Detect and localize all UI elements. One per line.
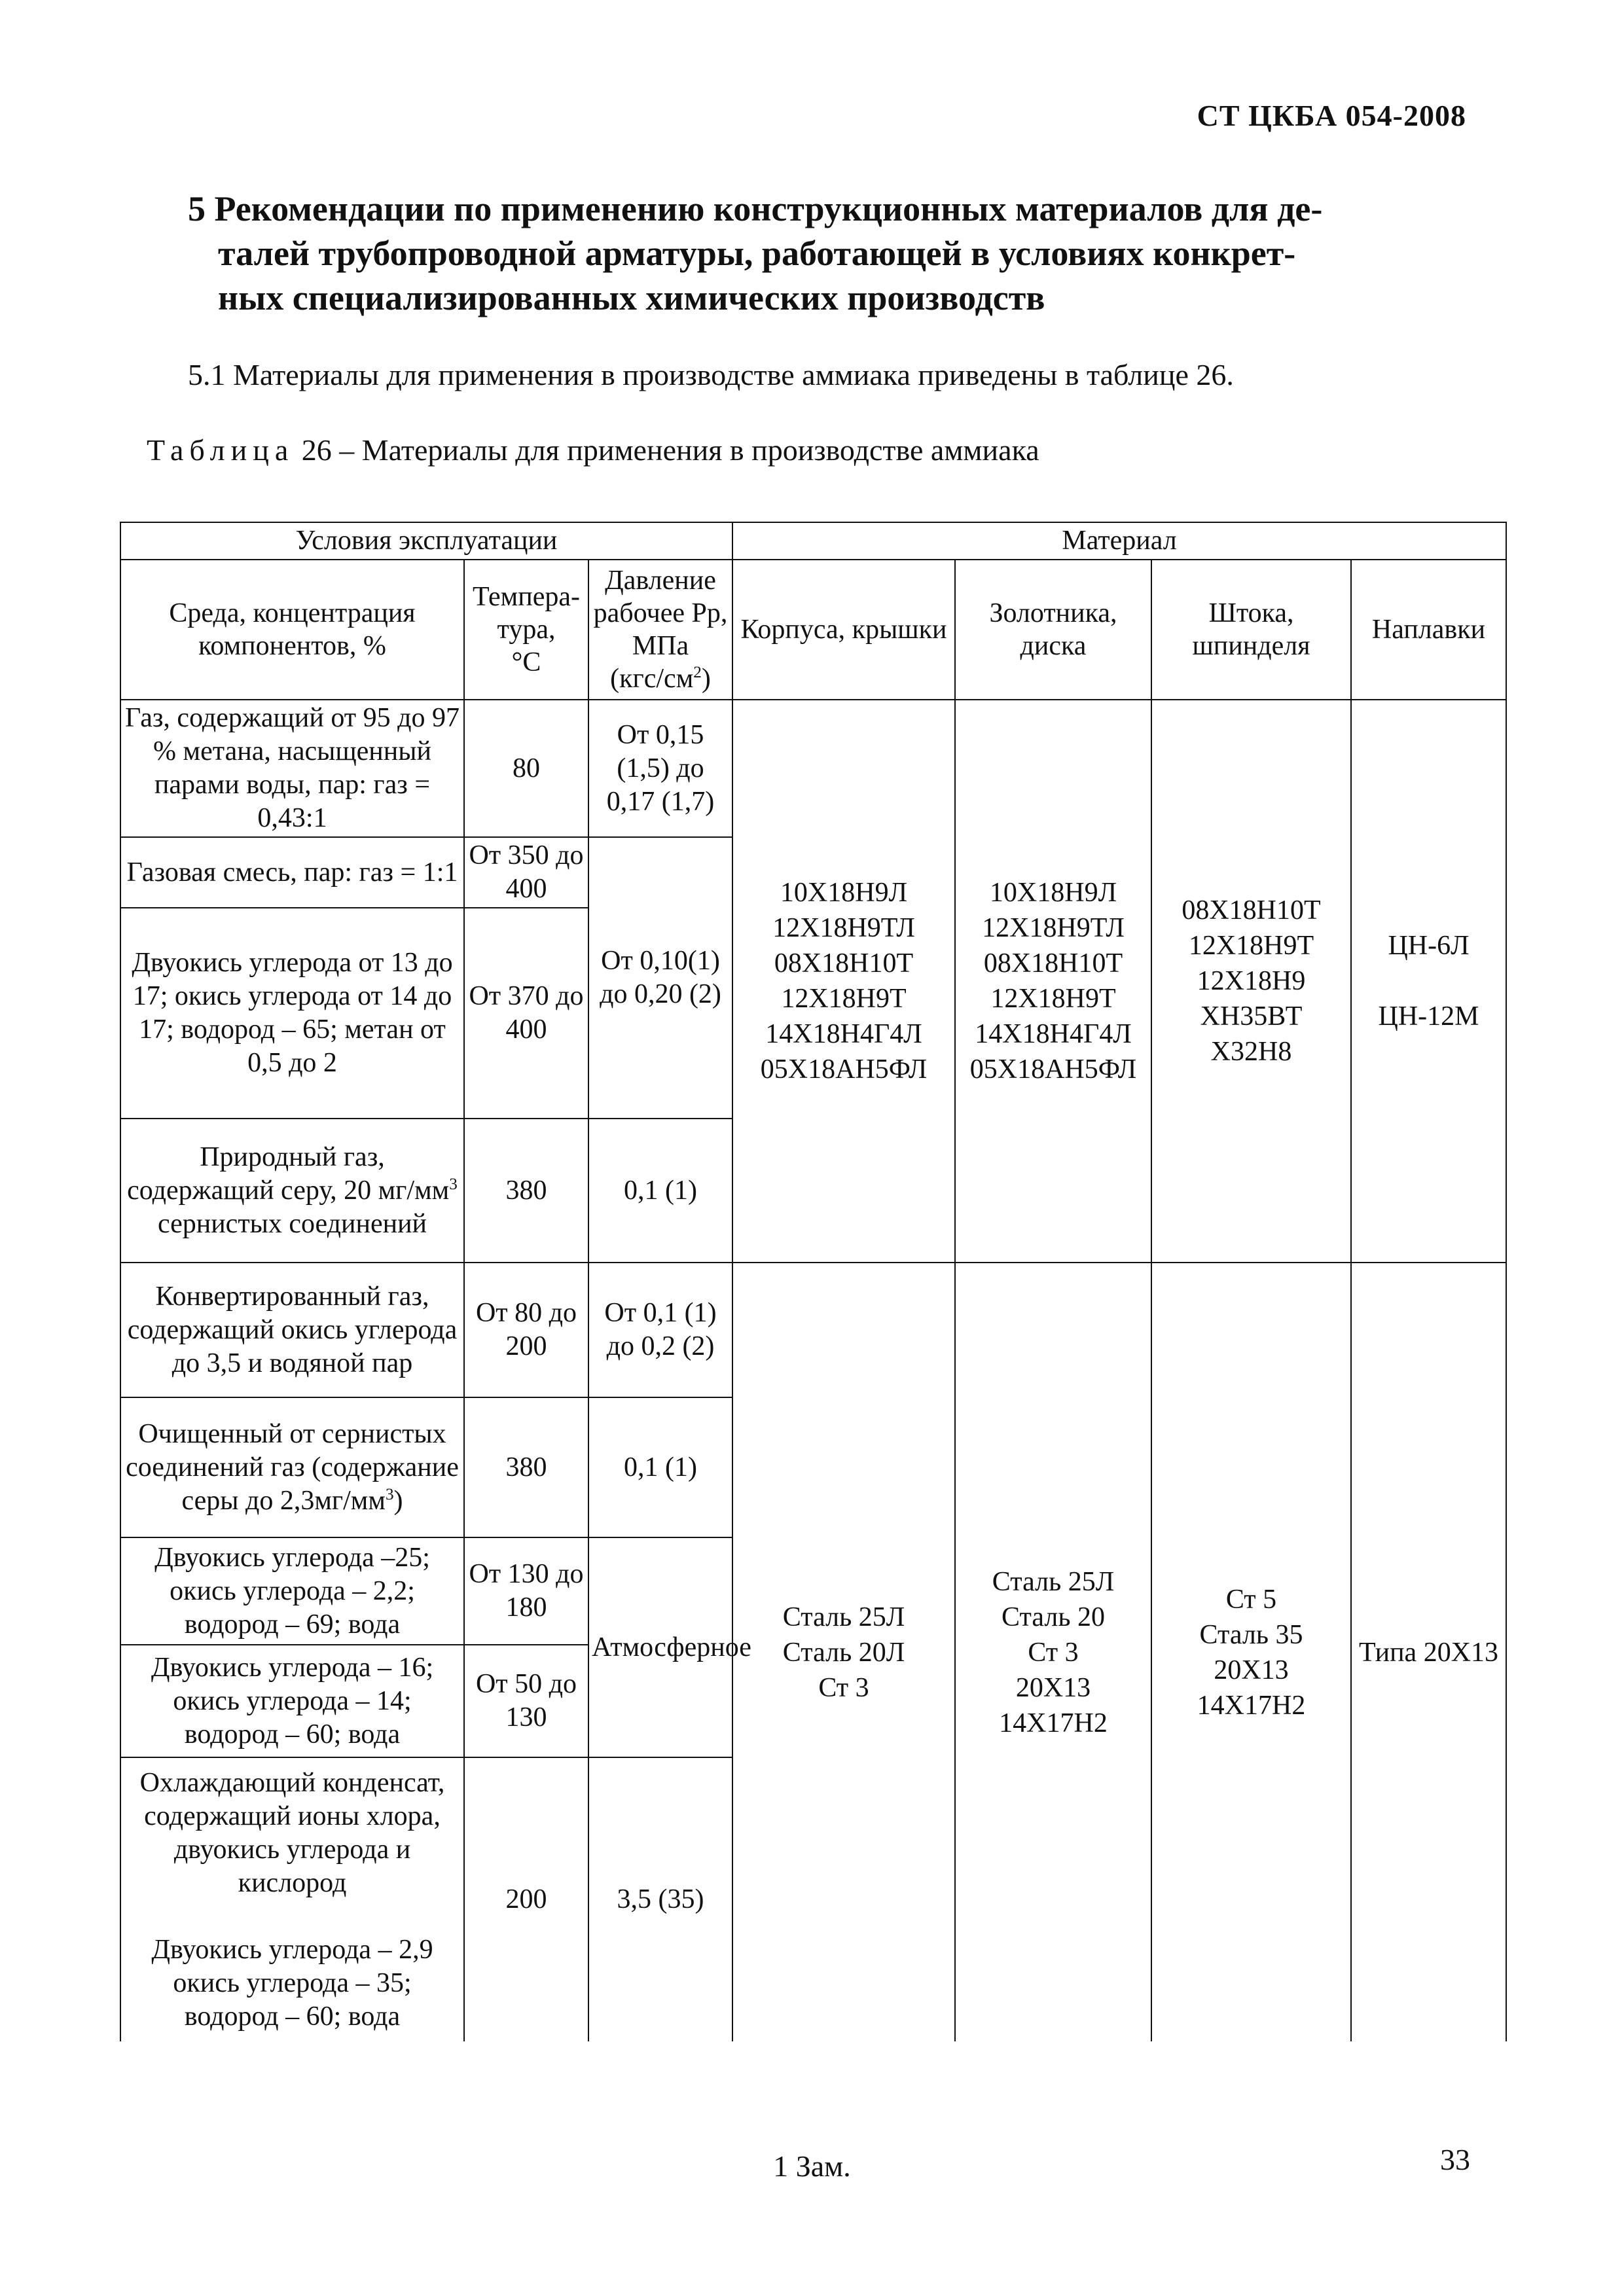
cell-temperature: 380 [464,1397,588,1537]
material-item: 14Х18Н4Г4Л [765,1019,922,1049]
pressure-unit-close: ) [701,664,711,694]
column-header-disc: Золотника, диска [955,560,1151,700]
column-header-medium: Среда, концентрация компонентов, % [120,560,464,700]
section-title-line-2: талей трубопроводной арматуры, работающей в условиях конкрет- [218,234,1296,273]
cell-pressure: От 0,15 (1,5) до 0,17 (1,7) [588,700,732,837]
cell-overlay-materials-group-1 [1351,700,1506,1263]
material-item: 20Х13 [1214,1655,1289,1685]
cell-pressure: От 0,10(1) до 0,20 (2) [588,837,732,1119]
material-item: Сталь 35 [1199,1619,1303,1650]
material-item: 14Х17Н2 [999,1708,1108,1738]
material-item: 12Х18Н9ТЛ [772,913,915,943]
table-caption-label: Таблица [147,433,295,467]
material-item: 12Х18Н9ТЛ [982,913,1125,943]
footer-change-note: 1 Зам. [773,2149,851,2183]
section-title-line-3: ных специализированных химических производств [218,278,1045,317]
table-caption [147,432,1039,469]
cell-temperature: 80 [464,700,588,837]
column-header-pressure-unit [592,662,729,695]
column-header-temperature-line-1: Темпера- [472,582,581,612]
material-item: 12Х18Н9Т [781,984,907,1014]
cell-pressure: 0,1 (1) [588,1397,732,1537]
cell-medium-part-1: Охлаждающий конденсат, содержащий ионы хлора, двуокись углерода и кислород [139,1767,445,1898]
material-item: 10Х18Н9Л [989,878,1117,908]
material-item: 10Х18Н9Л [780,878,908,908]
table-row [120,1263,1506,1397]
cell-pressure: 3,5 (35) [588,1757,732,2041]
material-item: 14Х18Н4Г4Л [975,1019,1132,1049]
material-item: Ст 3 [1028,1637,1079,1668]
table-caption-text: 26 – Материалы для применения в производстве аммиака [294,433,1039,467]
group-header-conditions: Условия эксплуатации [120,522,732,560]
cell-medium-text-tail: сернистых соединений [157,1208,427,1239]
column-header-stem: Штока, шпинделя [1151,560,1351,700]
cell-medium-superscript: 3 [385,1485,394,1503]
cell-temperature: 380 [464,1119,588,1263]
material-item: Сталь 20Л [782,1637,905,1668]
material-item: 05Х18АН5ФЛ [969,1054,1137,1085]
cell-body-materials-group-2 [732,1263,955,2041]
column-header-overlay: Наплавки [1351,560,1506,700]
material-item: Ст 3 [818,1672,869,1703]
cell-temperature: От 50 до 130 [464,1645,588,1757]
cell-body-materials-group-1 [732,700,955,1263]
cell-medium: Двуокись углерода –25; окись углерода – 2,2; водород – 69; вода [120,1537,464,1645]
column-header-pressure [588,560,732,700]
cell-medium: Газ, содержащий от 95 до 97 % метана, насыщенный парами воды, пар: газ = 0,43:1 [120,700,464,837]
cell-medium [120,1119,464,1263]
section-title-line-1: 5 Рекомендации по применению конструкционных материалов для де- [188,189,1323,228]
cell-medium-text: Очищенный от сернистых соединений газ (содержание серы до 2,3мг/мм [126,1418,459,1516]
cell-pressure: Атмосферное [588,1537,732,1757]
cell-temperature: От 130 до 180 [464,1537,588,1645]
column-header-temperature [464,560,588,700]
cell-medium: Конвертированный газ, содержащий окись углерода до 3,5 и водяной пар [120,1263,464,1397]
material-item: 12Х18Н9Т [1188,931,1314,961]
column-header-pressure-line-1: Давление рабочее Рр, МПа [593,565,728,661]
material-item: Сталь 25Л [992,1566,1115,1597]
table-group-header-row [120,522,1506,560]
material-item: 08Х18Н10Т [983,948,1123,978]
cell-medium-text: Природный газ, содержащий серу, 20 мг/мм [127,1141,450,1206]
material-item: 08Х18Н10Т [774,948,914,978]
cell-overlay-materials-group-2 [1351,1263,1506,2041]
materials-table [120,522,1507,2041]
cell-disc-materials-group-1 [955,700,1151,1263]
material-item: Типа 20Х13 [1358,1637,1499,1668]
cell-disc-materials-group-2 [955,1263,1151,2041]
cell-medium: Двуокись углерода – 16; окись углерода – 14; водород – 60; вода [120,1645,464,1757]
material-item: Сталь 20 [1001,1602,1105,1632]
material-item: Сталь 25Л [782,1602,905,1632]
material-item: ЦН-12М [1378,1001,1479,1031]
pressure-unit-superscript: 2 [693,664,702,681]
column-header-temperature-line-2: тура, [497,615,556,645]
material-item: ХН35ВТ [1200,1001,1303,1031]
document-code: СТ ЦКБА 054-2008 [1197,99,1466,132]
cell-temperature: От 80 до 200 [464,1263,588,1397]
cell-medium-part-2: Двуокись углерода – 2,9 окись углерода – 35; водород – 60; вода [151,1934,433,2032]
table-column-header-row [120,560,1506,700]
material-item: 14Х17Н2 [1197,1690,1306,1721]
cell-medium [120,1397,464,1537]
cell-temperature: От 370 до 400 [464,908,588,1119]
cell-temperature: От 350 до 400 [464,837,588,908]
cell-stem-materials-group-2 [1151,1263,1351,2041]
group-header-material: Материал [732,522,1506,560]
cell-medium-gap [124,1900,461,1933]
cell-medium-text-tail: ) [393,1485,403,1516]
material-gap [1354,963,1503,999]
material-item: 12Х18Н9 [1197,966,1306,996]
cell-medium-superscript: 3 [449,1175,458,1193]
cell-pressure: От 0,1 (1) до 0,2 (2) [588,1263,732,1397]
material-item: 20Х13 [1015,1672,1091,1703]
cell-medium [120,1757,464,2041]
material-item: 12Х18Н9Т [990,984,1116,1014]
material-item: 08Х18Н10Т [1182,895,1321,925]
cell-medium: Газовая смесь, пар: газ = 1:1 [120,837,464,908]
page-number: 33 [1440,2143,1470,2176]
cell-temperature: 200 [464,1757,588,2041]
table-row [120,700,1506,837]
material-item: ЦН-6Л [1388,931,1470,961]
column-header-body: Корпуса, крышки [732,560,955,700]
section-title [188,187,1464,320]
pressure-unit-text: (кгс/см [610,664,694,694]
material-item: Х32Н8 [1210,1037,1292,1067]
cell-stem-materials-group-1 [1151,700,1351,1263]
cell-medium: Двуокись углерода от 13 до 17; окись углерода от 14 до 17; водород – 65; метан от 0,5 до 2 [120,908,464,1119]
intro-paragraph: 5.1 Материалы для применения в производстве аммиака приведены в таблице 26. [188,358,1234,391]
material-item: 05Х18АН5ФЛ [760,1054,928,1085]
column-header-temperature-line-3: °С [511,647,541,677]
material-item: Ст 5 [1225,1584,1277,1615]
cell-pressure: 0,1 (1) [588,1119,732,1263]
